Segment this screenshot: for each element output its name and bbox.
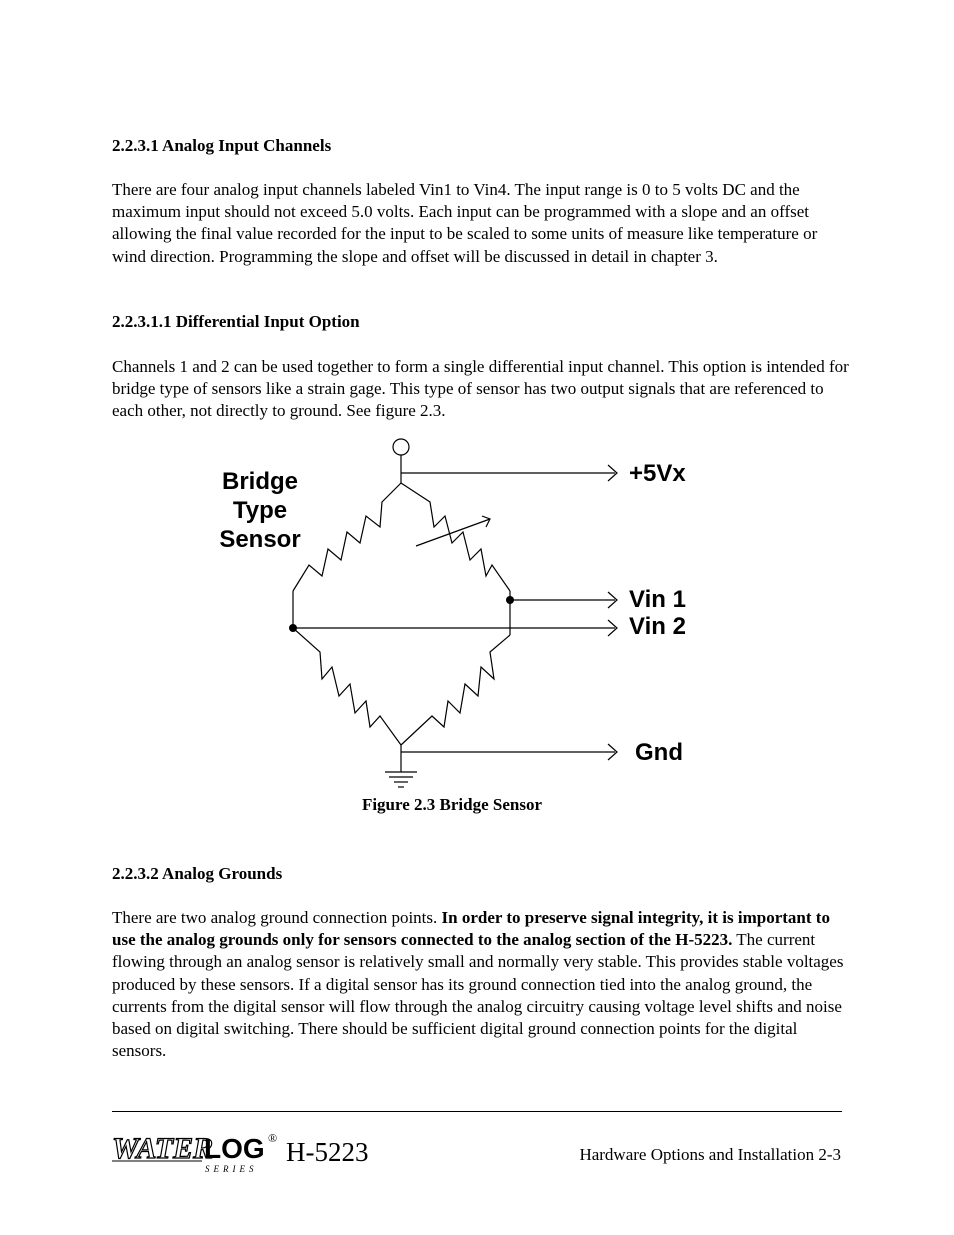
resistor-top-right xyxy=(401,483,510,591)
model-number: H-5223 xyxy=(286,1137,369,1167)
label-vin1: Vin 1 xyxy=(629,586,686,613)
supply-terminal xyxy=(393,439,409,455)
section-heading-analog-input-channels: 2.2.3.1 Analog Input Channels xyxy=(112,136,332,155)
footer-divider xyxy=(112,1111,842,1112)
paragraph-analog-grounds xyxy=(112,907,852,1062)
page-number-label: Hardware Options and Installation 2-3 xyxy=(579,1145,841,1164)
paragraph-differential-input: Channels 1 and 2 can be used together to form a single differential input channel. This option is intended for bridge type of sensors like a strain gage. This type of sensor has two output signals that are referenced to each other, not directly to ground. See figure 2.3. xyxy=(112,357,849,421)
svg-text:WATER: WATER xyxy=(112,1132,214,1165)
analog-grounds-emphasis: In order to preserve signal integrity, it is important to use the analog grounds only for sensors connected to the analog section of the H-5223. xyxy=(112,908,830,950)
node-vin1 xyxy=(506,596,514,604)
sensor-label-line3: Sensor xyxy=(219,526,301,553)
section-heading-differential-input: 2.2.3.1.1 Differential Input Option xyxy=(112,312,360,331)
bridge-sensor-diagram xyxy=(200,436,720,794)
paragraph-analog-input-channels: There are four analog input channels labeled Vin1 to Vin4. The input range is 0 to 5 volts DC and the maximum input should not exceed 5.0 volts. Each input can be programmed with a slope and an offset allowing the final value recorded for the input to be scaled to some units of measure like temperature or wind direction. Programming the slope and offset will be discussed in detail in chapter 3. xyxy=(112,180,818,266)
label-vx: +5Vx xyxy=(629,460,686,487)
analog-grounds-rest: The current flowing through an analog sensor is relatively small and normally very stable. This provides stable voltages produced by these sensors. If a digital sensor has its ground connection tied into the analog ground, the currents from the digital sensor will flow through the analog circuitry causing voltage level shifts and noise based on digital switching. There should be sufficient digital ground connection points for the digital sensors. xyxy=(112,930,844,1061)
label-vin2: Vin 2 xyxy=(629,613,686,640)
analog-grounds-intro: There are two analog ground connection points. xyxy=(112,908,442,927)
resistor-bottom-left xyxy=(293,628,401,745)
label-gnd: Gnd xyxy=(635,739,683,766)
svg-text:LOG: LOG xyxy=(204,1133,265,1164)
waterlog-logo xyxy=(110,1126,282,1174)
sensor-label-line2: Type xyxy=(232,497,288,524)
svg-text:®: ® xyxy=(268,1131,278,1145)
node-vin2 xyxy=(289,624,297,632)
resistor-top-left xyxy=(293,483,401,591)
resistor-bottom-right xyxy=(401,635,510,745)
section-heading-analog-grounds: 2.2.3.2 Analog Grounds xyxy=(112,864,283,883)
figure-caption: Figure 2.3 Bridge Sensor xyxy=(361,795,543,814)
svg-text:SERIES: SERIES xyxy=(205,1164,258,1174)
sensor-label-line1: Bridge xyxy=(221,468,299,495)
